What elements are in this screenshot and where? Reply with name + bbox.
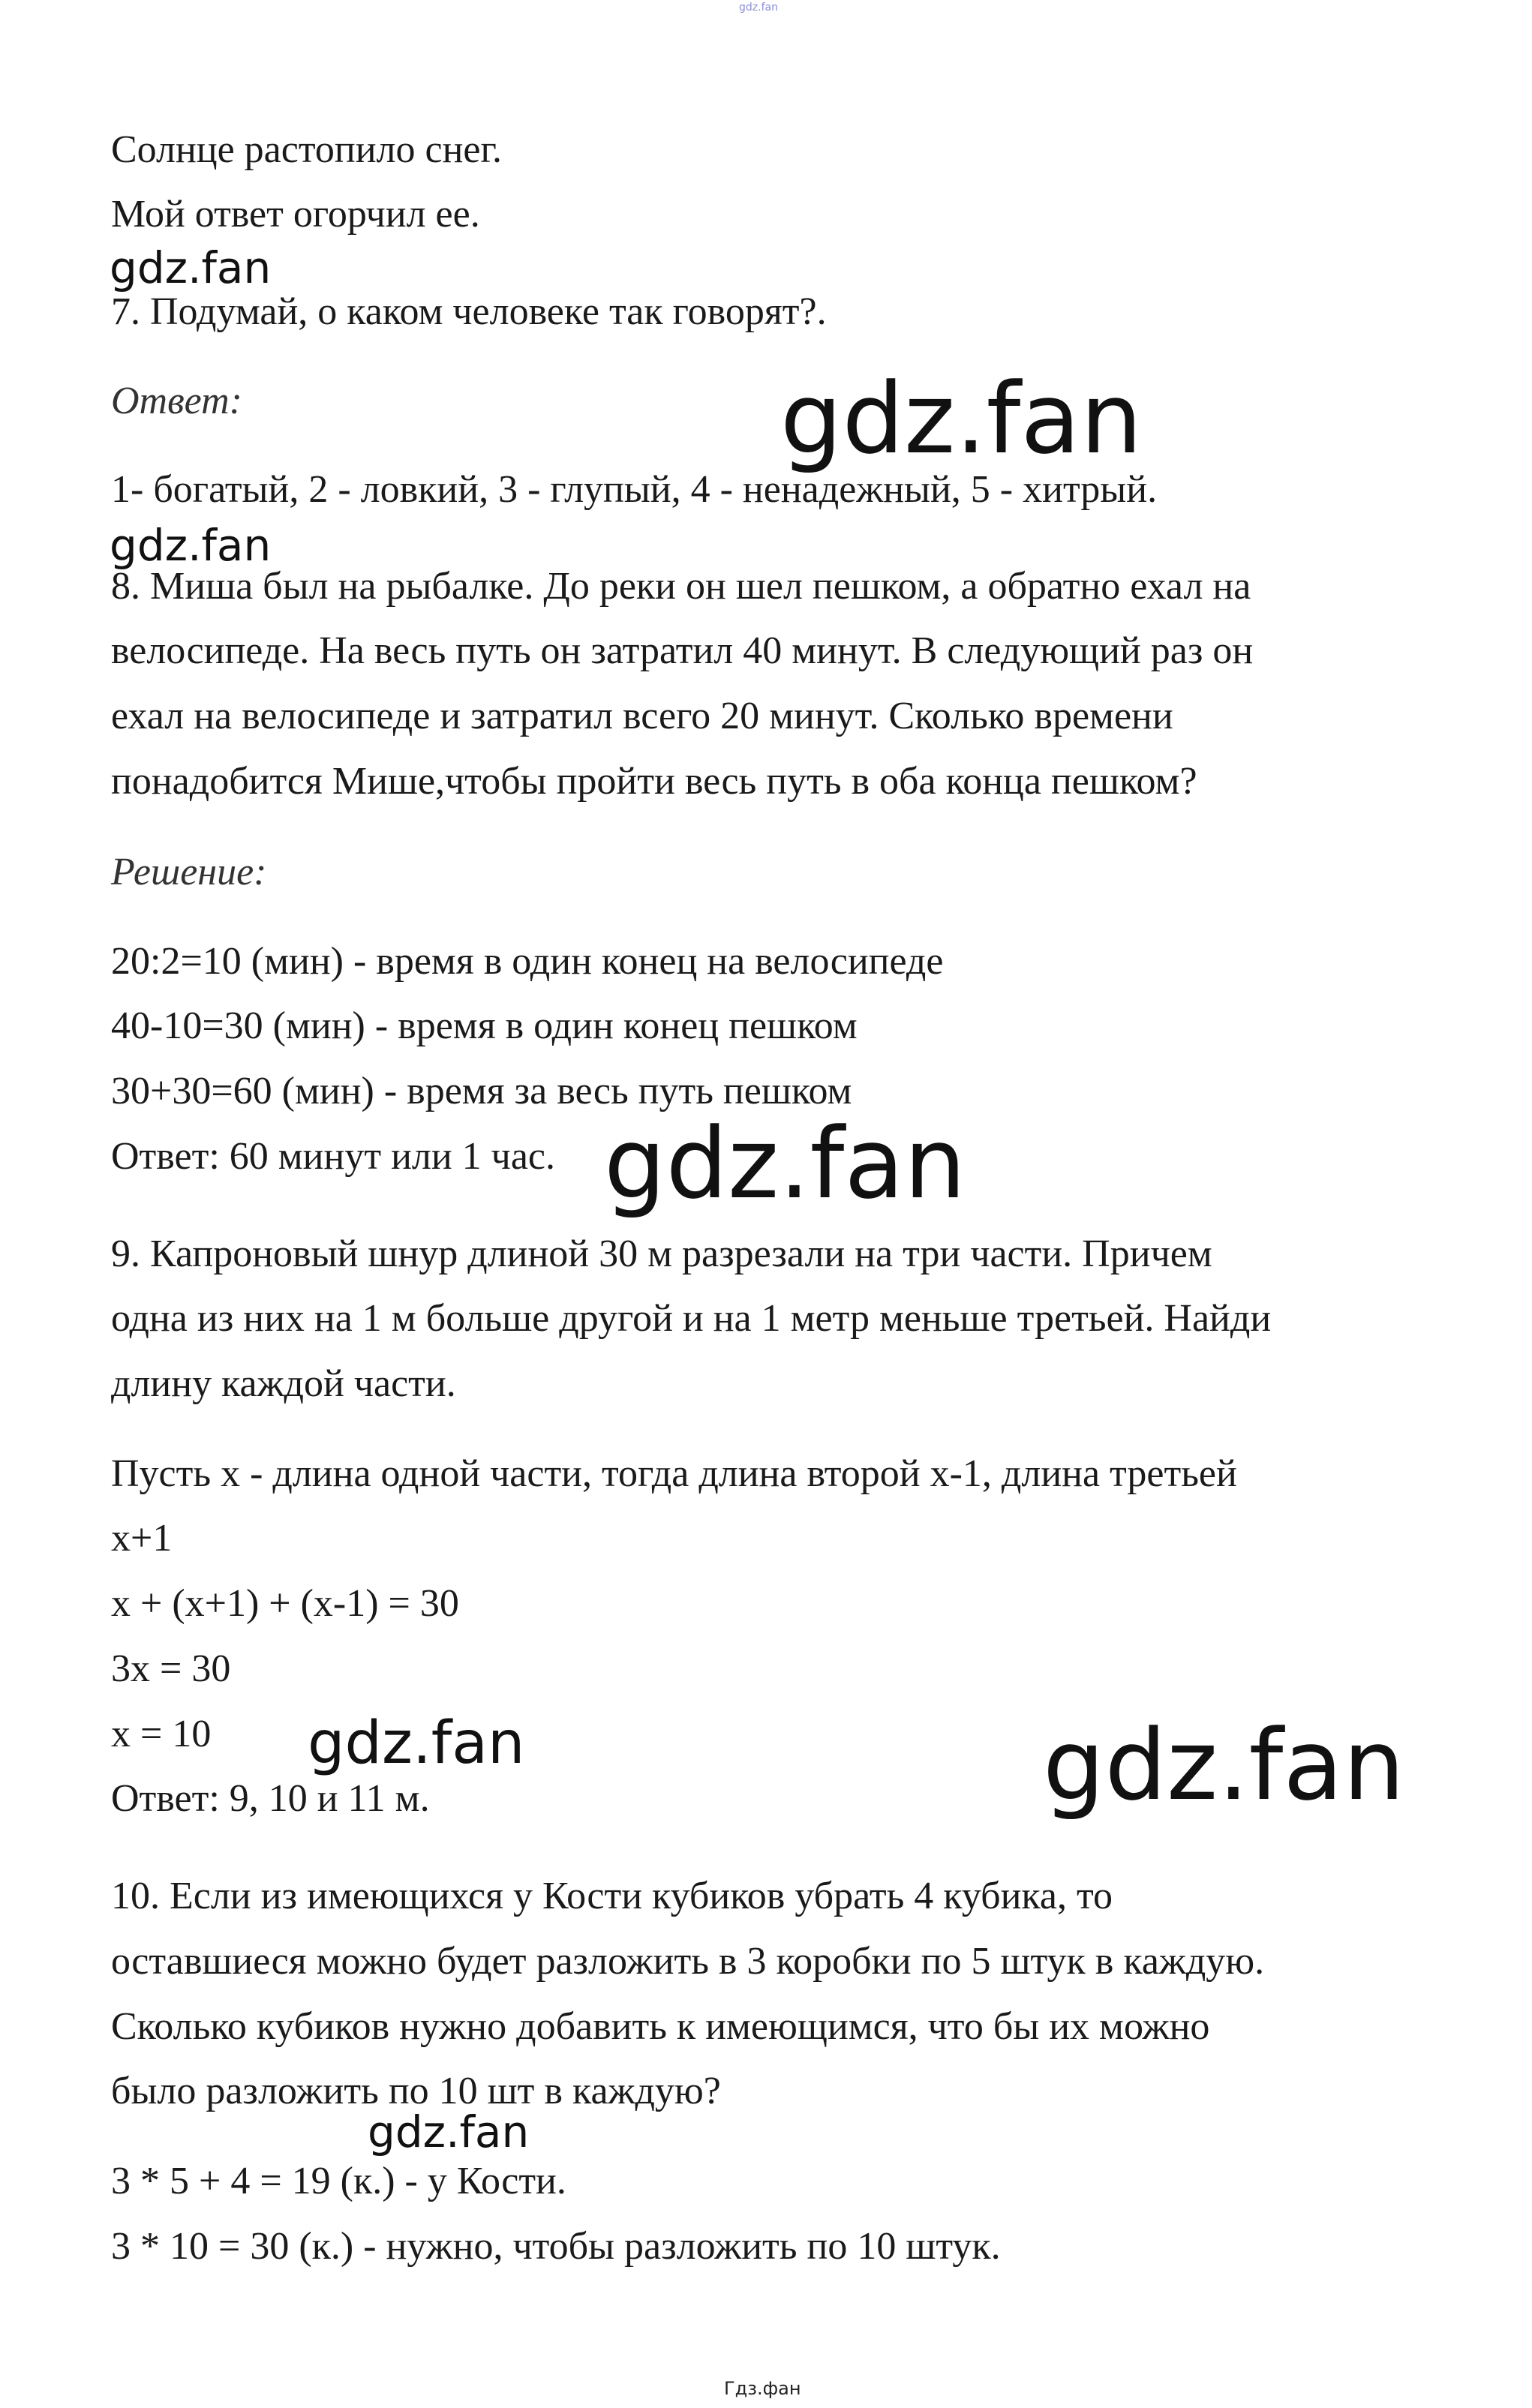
question-8-line-3: ехал на велосипеде и затратил всего 20 минут. Сколько времени	[111, 695, 1173, 737]
solution-9-line-5: х = 10	[111, 1713, 212, 1755]
solution-9-line-2: х+1	[111, 1517, 173, 1560]
solution-9-line-6: Ответ: 9, 10 и 11 м.	[111, 1777, 430, 1820]
solution-9-line-4: 3х = 30	[111, 1647, 231, 1690]
solution-10-line-1: 3 * 5 + 4 = 19 (к.) - у Кости.	[111, 2160, 566, 2202]
sentence-2: Мой ответ огорчил ее.	[111, 193, 480, 236]
question-9-line-2: одна из них на 1 м больше другой и на 1 метр меньше третьей. Найди	[111, 1297, 1272, 1340]
watermark: gdz.fan	[308, 1710, 525, 1777]
question-7: 7. Подумай, о каком человеке так говорят?.	[111, 290, 827, 333]
solution-9-line-1: Пусть х - длина одной части, тогда длина второй х-1, длина третьей	[111, 1452, 1237, 1495]
question-10-line-1: 10. Если из имеющихся у Кости кубиков убрать 4 кубика, то	[111, 1875, 1113, 1917]
footer-watermark: Гдз.фан	[724, 2378, 801, 2399]
question-8-line-1: 8. Миша был на рыбалке. До реки он шел пешком, а обратно ехал на	[111, 565, 1251, 608]
watermark: gdz.fan	[110, 520, 272, 571]
solution-8-line-4: Ответ: 60 минут или 1 час.	[111, 1135, 555, 1178]
question-8-line-4: понадобится Мише,чтобы пройти весь путь в оба конца пешком?	[111, 760, 1197, 803]
solution-8-line-1: 20:2=10 (мин) - время в один конец на велосипеде	[111, 940, 944, 983]
sentence-1: Солнце растопило снег.	[111, 128, 502, 171]
question-10-line-4: было разложить по 10 шт в каждую?	[111, 2070, 721, 2112]
question-10-line-3: Сколько кубиков нужно добавить к имеющимся, что бы их можно	[111, 2005, 1210, 2048]
answer-label: Ответ:	[111, 380, 242, 422]
solution-10-line-2: 3 * 10 = 30 (к.) - нужно, чтобы разложить по 10 штук.	[111, 2225, 1001, 2268]
watermark: gdz.fan	[604, 1106, 966, 1221]
watermark: gdz.fan	[110, 242, 272, 293]
solution-8-line-3: 30+30=60 (мин) - время за весь путь пешком	[111, 1070, 852, 1112]
question-9-line-1: 9. Капроновый шнур длиной 30 м разрезали на три части. Причем	[111, 1233, 1212, 1275]
question-9-line-3: длину каждой части.	[111, 1362, 456, 1405]
solution-label: Решение:	[111, 851, 267, 893]
solution-8-line-2: 40-10=30 (мин) - время в один конец пешком	[111, 1004, 858, 1047]
answer-7: 1- богатый, 2 - ловкий, 3 - глупый, 4 - ненадежный, 5 - хитрый.	[111, 468, 1158, 511]
solution-9-line-3: х + (х+1) + (х-1) = 30	[111, 1582, 459, 1625]
watermark: gdz.fan	[780, 362, 1143, 476]
question-8-line-2: велосипеде. На весь путь он затратил 40 минут. В следующий раз он	[111, 629, 1254, 672]
question-10-line-2: оставшиеся можно будет разложить в 3 коробки по 5 штук в каждую.	[111, 1940, 1265, 1983]
watermark: gdz.fan	[1043, 1708, 1405, 1822]
header-watermark: gdz.fan	[739, 2, 778, 14]
watermark: gdz.fan	[368, 2106, 530, 2157]
